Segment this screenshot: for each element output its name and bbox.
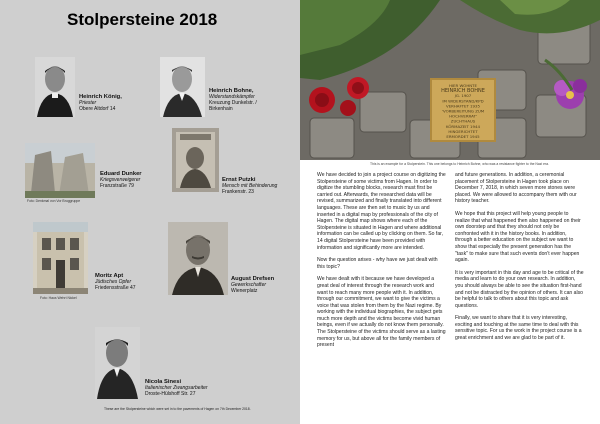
- caption-dunker-photo: Foto: Denkmal von Vor Bruggruppe: [27, 199, 81, 203]
- text-column-right: [455, 172, 584, 348]
- person-role: Italienischer Zwangsarbeiter: [145, 385, 208, 391]
- plate-line: KÖRMAZEIT 1944: [446, 123, 480, 129]
- person-name: Heinrich König,: [79, 94, 122, 100]
- person-name: Ernst Putzki: [222, 177, 256, 183]
- portrait-koenig: [35, 57, 75, 117]
- person-address: Franzstraße 79: [100, 183, 134, 189]
- hero-illustration: [300, 0, 600, 160]
- plate-line: ZUCHTHAUS: [450, 118, 476, 124]
- person-bohne: [209, 88, 269, 112]
- person-apt: [95, 273, 136, 291]
- portrait-putzki: [172, 128, 219, 192]
- person-role: Mensch mit Behinderung: [222, 183, 278, 189]
- plate-line: HIER WOHNTE: [448, 83, 478, 88]
- paragraph: Now the question arises - why have we just dealt with this topic?: [317, 257, 438, 270]
- paragraph: Finally, we want to share that it is very interesting, exciting and touching at the same time to deal with this sensitive topic. For us the work in the project course is a great enrichment and we are glad to be part of it.: [455, 315, 582, 342]
- person-address: Friedensstraße 47: [95, 285, 136, 291]
- hero-photo-stolperstein: [300, 0, 600, 160]
- person-role: Kriegsverweigerer: [100, 177, 141, 183]
- person-dunker: [100, 171, 142, 189]
- page-title: Stolpersteine 2018: [67, 10, 218, 29]
- person-address: Obere Altdorf 14: [79, 106, 116, 112]
- person-address: Frankenstr. 23: [222, 189, 254, 195]
- person-sinesi: [145, 379, 208, 397]
- plate-line: HEINRICH BOHNE: [441, 88, 485, 95]
- person-name: August Drefsen: [231, 276, 275, 282]
- person-putzki: [222, 177, 277, 195]
- portrait-sinesi: [95, 327, 140, 399]
- paragraph: It is very important in this day and age to be critical of the media and learn to do your own research. In addition, you should always be able to see the situation first-hand and not be distracted by the opinion of others. It can also be helpful to talk to others about this topic and ask questions.: [455, 269, 584, 309]
- plate-line: IM WIDERSTAND/KPD: [442, 98, 484, 104]
- photo-apt-house: [33, 222, 88, 294]
- plate-line: HOCHVERRAT': [449, 113, 477, 119]
- person-role: Priester: [79, 100, 97, 106]
- paragraph: We have dealt with it because we have developed a great deal of interest through the research work and want to reach many more people with it. In addition, through our commitment, we want to give the victims a voice that was stolen from them by the Nazi regime. By working with the individual biographies, the subject gets much more depth and the victims become vivid human beings, even if we actually do not know them personally. The Stolpersteine of the victims should serve as a lasting memory for us, but above all for the family members of present: [317, 276, 446, 349]
- plate-line: ERMORDET 1945: [446, 134, 480, 139]
- plate-line: JG. 1907: [454, 93, 472, 99]
- person-name: Nicola Sinesi: [145, 379, 182, 385]
- person-address: Droste-Hülshoff Str. 27: [145, 391, 196, 397]
- caption-apt-photo: Foto: Haus Wehrt Nickel: [40, 296, 77, 300]
- person-address: Wienerplatz: [231, 288, 258, 294]
- person-name: Eduard Dunker: [100, 171, 142, 177]
- hero-caption: This is an example for a Stolperstein. This one belongs to Heinrich Bohne, who was a resistance fighter to the Nazi era.: [370, 162, 549, 166]
- portrait-drefsen: [168, 222, 228, 295]
- paragraph: We have decided to join a project course on digitizing the Stolpersteine of some victims from Hagen. In order to digitize the stumbling blocks, research must first be carried out. Afterwards, the researched data will be revised, summarized and finally translated into different languages. These are then set to music by us and inserted in a digital map by professionals of the city of Hagen. The digital map shows where each of the Stolpersteine is situated in Hagen and where additional information can be called up by clicking on them. So far, 14 digital Stolpersteine have been provided with information and significantly more are intended.: [317, 172, 446, 251]
- person-koenig: [79, 94, 122, 112]
- person-address: Kreuzung Dunkelstr. / Birkenhain: [209, 100, 257, 112]
- person-name: Heinrich Bohne,: [209, 88, 254, 94]
- paragraph: We hope that this project will help young people to realize that what happened then also happened on their own doorstep and that they should not only be confronted with it in the history books. In addition, through a better education on the subject we want to show that especially the present generation has the "task" to make sure that such events don't ever happen again.: [455, 210, 581, 264]
- plate-line: HINGERICHTET: [448, 128, 478, 134]
- paragraph: and future generations. In addition, a ceremonial placement of Stolpersteine in Hagen took place on December 7, 2018, in which seven more stones were placed. We were allowed to accompany them with our history teacher.: [455, 172, 577, 205]
- photo-dunker-memorial: [25, 143, 95, 198]
- person-role: Gewerkschafter: [231, 282, 267, 288]
- page-footer-note: These are the Stolpersteine which were set in to the pavements of Hagen on 7th December 2018.: [104, 407, 251, 411]
- person-role: Widerstandskämpfer: [209, 94, 255, 100]
- text-column-left: [317, 172, 446, 355]
- plate-line: VERHAFTET 1935: [446, 103, 480, 109]
- person-drefsen: [231, 276, 274, 294]
- person-name: Moritz Apt: [95, 273, 124, 279]
- plate-line: 'VORBEREITUNG ZUM: [441, 108, 485, 114]
- right-page: [300, 0, 600, 424]
- portrait-bohne: [160, 57, 205, 117]
- person-role: Jüdisches Opfer: [95, 279, 132, 285]
